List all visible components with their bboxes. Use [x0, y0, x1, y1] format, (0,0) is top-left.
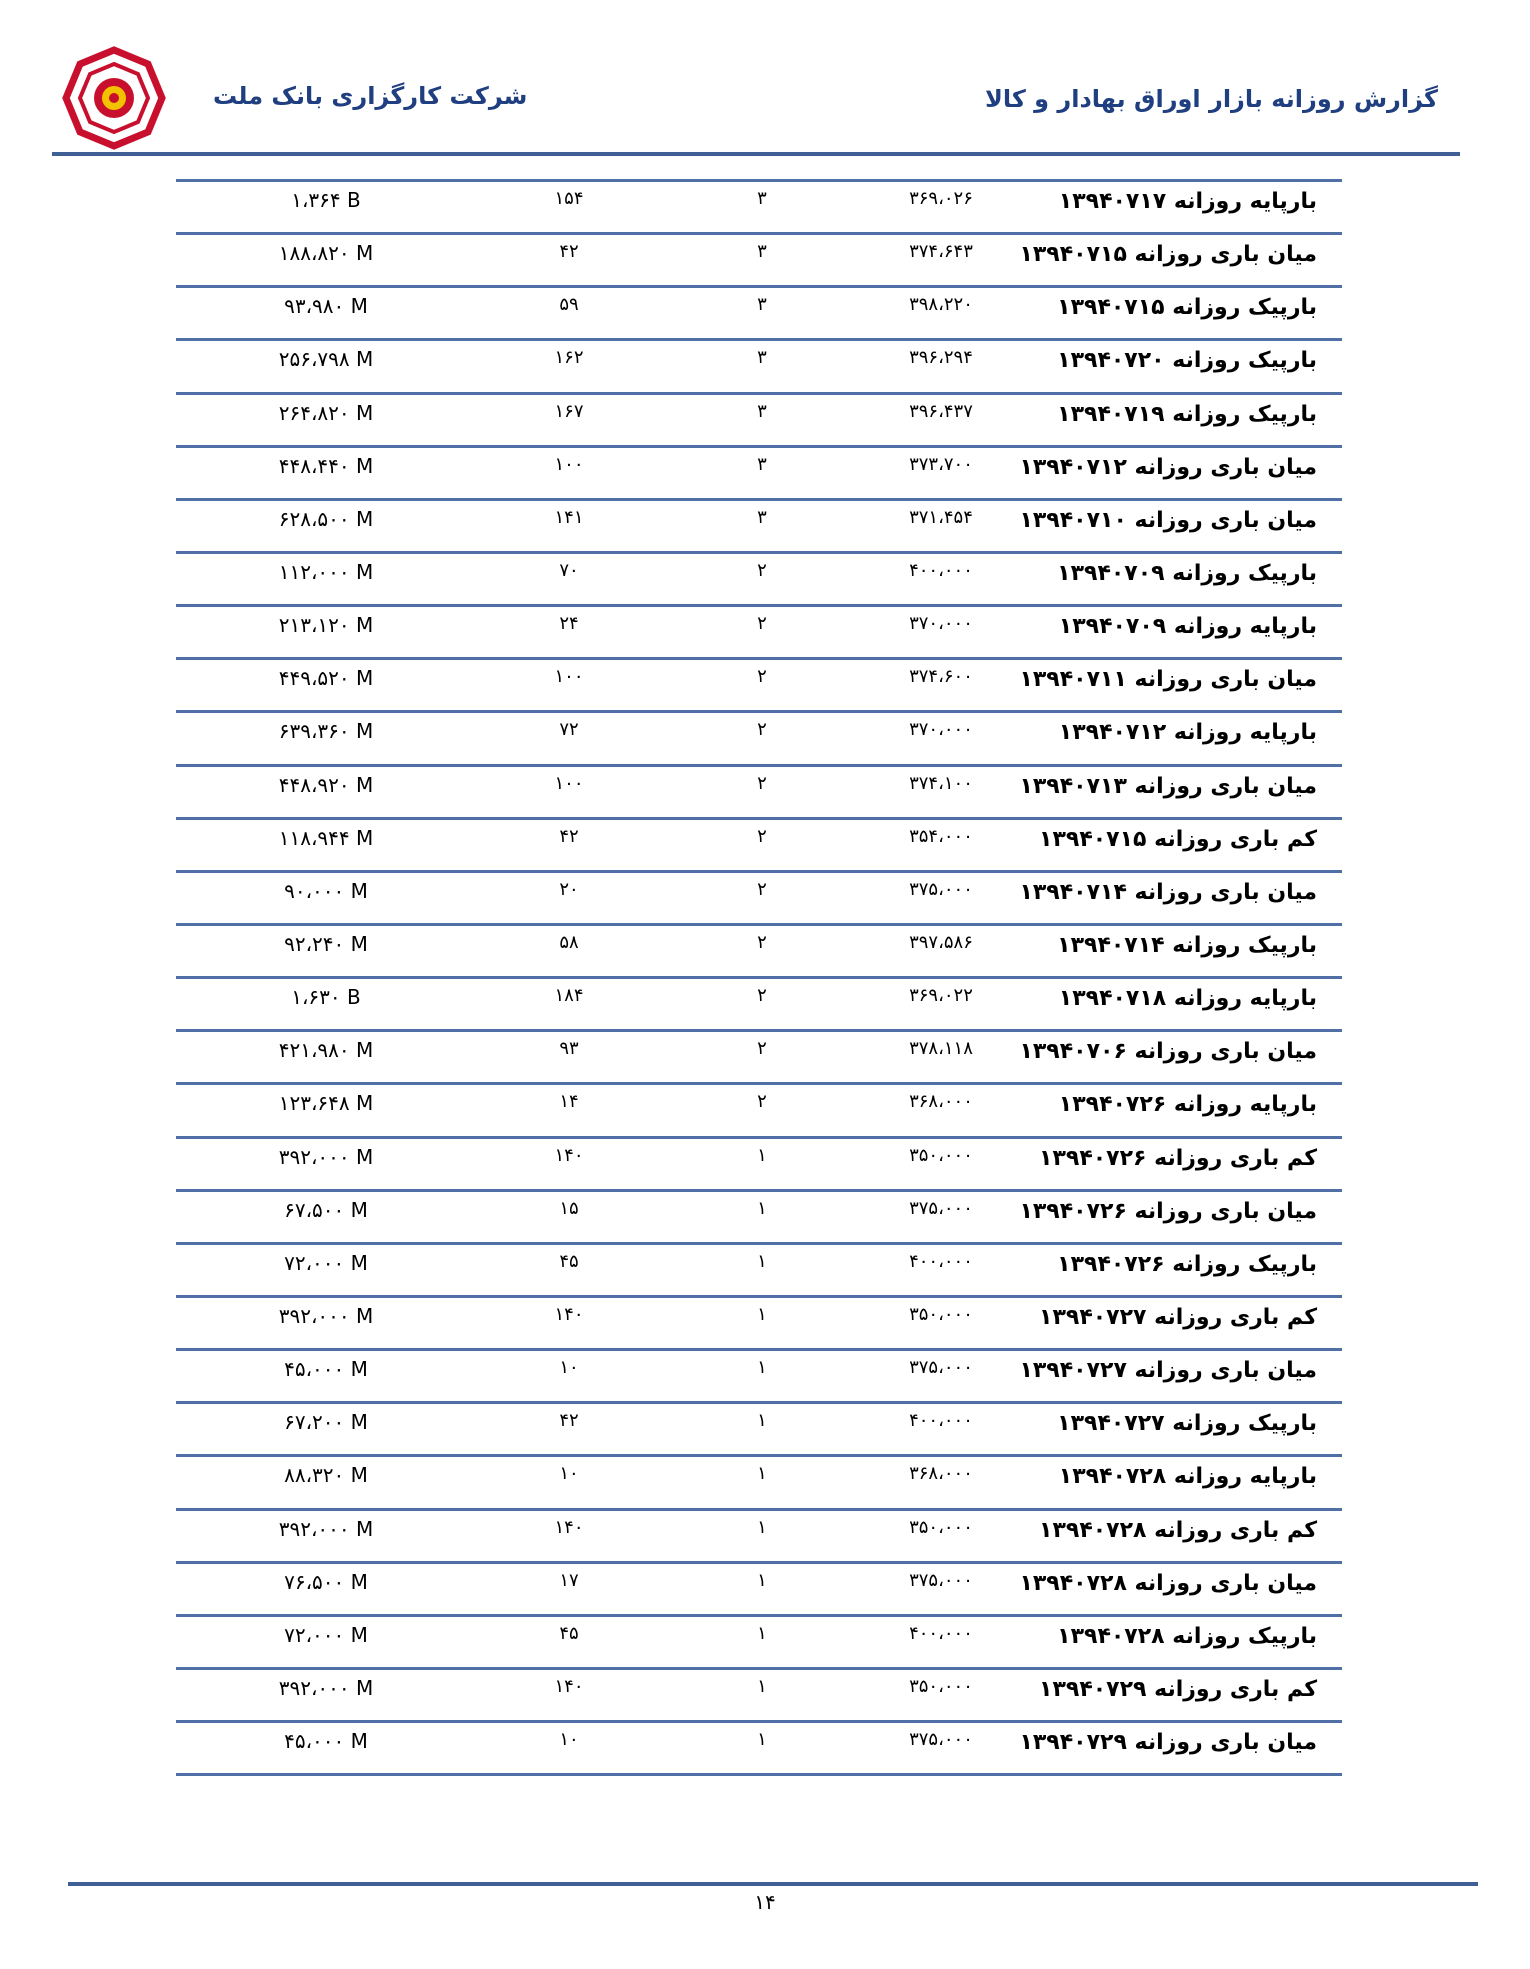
- table-row: [176, 1401, 1342, 1454]
- volume-cell: ۴۲: [559, 241, 579, 263]
- trade-count-cell: ۲: [757, 825, 767, 847]
- price-cell: ۴۰۰،۰۰۰: [909, 1250, 973, 1272]
- page-header: [0, 0, 1530, 160]
- table-row: [176, 604, 1342, 657]
- price-cell: ۳۷۱،۴۵۴: [909, 506, 973, 528]
- table-row: [176, 657, 1342, 710]
- trade-value-cell: ۳۹۲،۰۰۰ M: [278, 1516, 374, 1541]
- volume-cell: ۱۸۴: [554, 985, 584, 1007]
- trade-count-cell: ۱: [757, 1516, 767, 1538]
- table-row: [176, 710, 1342, 763]
- contract-name-cell: کم باری روزانه ۱۳۹۴۰۷۲۶: [1039, 1145, 1317, 1171]
- trade-value-cell: ۷۲،۰۰۰ M: [284, 1250, 368, 1275]
- trade-value-cell: ۶۷،۲۰۰ M: [284, 1410, 368, 1435]
- volume-cell: ۲۰: [559, 878, 579, 900]
- volume-cell: ۱۰: [559, 1357, 579, 1379]
- contract-name-cell: بارپایه روزانه ۱۳۹۴۰۷۱۷: [1058, 189, 1317, 214]
- trade-value-cell: ۷۲،۰۰۰ M: [284, 1622, 368, 1647]
- contract-name-cell: بارپایه روزانه ۱۳۹۴۰۷۲۸: [1058, 1464, 1317, 1490]
- volume-cell: ۵۹: [559, 294, 579, 316]
- trade-count-cell: ۳: [757, 241, 767, 263]
- price-cell: ۳۷۵،۰۰۰: [909, 878, 973, 900]
- price-cell: ۳۶۸،۰۰۰: [909, 1463, 973, 1485]
- trade-count-cell: ۱: [757, 1410, 767, 1432]
- trades-table: [176, 179, 1342, 1776]
- volume-cell: ۴۲: [559, 825, 579, 847]
- trade-value-cell: ۹۳،۹۸۰ M: [284, 294, 368, 319]
- header-divider: [52, 152, 1460, 156]
- trade-count-cell: ۱: [757, 1463, 767, 1485]
- contract-name-cell: بارپایه روزانه ۱۳۹۴۰۷۱۸: [1058, 986, 1317, 1012]
- contract-name-cell: بارپیک روزانه ۱۳۹۴۰۷۱۵: [1057, 295, 1317, 321]
- volume-cell: ۱۶۲: [554, 347, 584, 369]
- volume-cell: ۱۴۰: [554, 1303, 584, 1325]
- trade-value-cell: ۸۸،۳۲۰ M: [284, 1463, 368, 1488]
- contract-name-cell: بارپایه روزانه ۱۳۹۴۰۷۲۶: [1058, 1092, 1317, 1118]
- table-row: [176, 1720, 1342, 1773]
- price-cell: ۳۹۸،۲۲۰: [909, 294, 973, 316]
- price-cell: ۳۵۰،۰۰۰: [909, 1303, 973, 1325]
- volume-cell: ۷۰: [559, 559, 579, 581]
- trade-value-cell: ۶۲۸،۵۰۰ M: [278, 506, 374, 531]
- price-cell: ۳۶۹،۰۲۲: [909, 985, 973, 1007]
- price-cell: ۳۵۰،۰۰۰: [909, 1144, 973, 1166]
- table-row: [176, 1029, 1342, 1082]
- trade-count-cell: ۱: [757, 1675, 767, 1697]
- contract-name-cell: بارپیک روزانه ۱۳۹۴۰۷۲۸: [1057, 1623, 1317, 1649]
- trade-count-cell: ۱: [757, 1357, 767, 1379]
- volume-cell: ۱۴۰: [554, 1516, 584, 1538]
- trade-value-cell: ۱۱۲،۰۰۰ M: [278, 559, 374, 584]
- table-row: [176, 392, 1342, 445]
- company-name: شرکت کارگزاری بانک ملت: [213, 82, 528, 110]
- contract-name-cell: میان باری روزانه ۱۳۹۴۰۷۲۶: [1019, 1198, 1317, 1224]
- table-bottom-border: [176, 1773, 1342, 1776]
- trade-value-cell: ۲۱۳،۱۲۰ M: [278, 613, 374, 638]
- price-cell: ۳۶۹،۰۲۶: [909, 188, 973, 209]
- table-row: [176, 285, 1342, 338]
- contract-name-cell: کم باری روزانه ۱۳۹۴۰۷۲۷: [1039, 1304, 1317, 1330]
- contract-name-cell: میان باری روزانه ۱۳۹۴۰۷۲۹: [1019, 1730, 1317, 1756]
- report-title: گزارش روزانه بازار اوراق بهادار و کالا: [984, 85, 1438, 113]
- price-cell: ۳۹۶،۲۹۴: [909, 347, 973, 369]
- contract-name-cell: میان باری روزانه ۱۳۹۴۰۷۱۱: [1019, 667, 1317, 693]
- contract-name-cell: بارپیک روزانه ۱۳۹۴۰۷۲۷: [1057, 1411, 1317, 1437]
- volume-cell: ۱۴۱: [554, 506, 584, 528]
- table-row: [176, 1614, 1342, 1667]
- price-cell: ۴۰۰،۰۰۰: [909, 1410, 973, 1432]
- trade-value-cell: ۷۶،۵۰۰ M: [284, 1569, 368, 1594]
- volume-cell: ۱۴۰: [554, 1675, 584, 1697]
- trade-count-cell: ۲: [757, 878, 767, 900]
- contract-name-cell: بارپایه روزانه ۱۳۹۴۰۷۰۹: [1058, 614, 1317, 640]
- table-row: [176, 1348, 1342, 1401]
- volume-cell: ۱۰: [559, 1463, 579, 1485]
- trade-count-cell: ۱: [757, 1569, 767, 1591]
- trade-value-cell: ۴۵،۰۰۰ M: [284, 1729, 368, 1754]
- contract-name-cell: میان باری روزانه ۱۳۹۴۰۷۱۳: [1019, 773, 1317, 799]
- price-cell: ۳۷۰،۰۰۰: [909, 613, 973, 635]
- contract-name-cell: بارپیک روزانه ۱۳۹۴۰۷۰۹: [1057, 560, 1317, 586]
- trade-value-cell: ۴۴۸،۹۲۰ M: [278, 772, 374, 797]
- contract-name-cell: بارپیک روزانه ۱۳۹۴۰۷۲۶: [1057, 1251, 1317, 1277]
- table-row: [176, 1454, 1342, 1507]
- contract-name-cell: کم باری روزانه ۱۳۹۴۰۷۲۹: [1039, 1676, 1317, 1702]
- contract-name-cell: میان باری روزانه ۱۳۹۴۰۷۰۶: [1019, 1039, 1317, 1065]
- trade-value-cell: ۳۹۲،۰۰۰ M: [278, 1144, 374, 1169]
- contract-name-cell: بارپیک روزانه ۱۳۹۴۰۷۱۹: [1057, 401, 1317, 427]
- price-cell: ۳۷۵،۰۰۰: [909, 1729, 973, 1751]
- trade-value-cell: ۶۷،۵۰۰ M: [284, 1197, 368, 1222]
- trade-count-cell: ۳: [757, 506, 767, 528]
- price-cell: ۳۷۴،۱۰۰: [909, 772, 973, 794]
- trade-count-cell: ۲: [757, 666, 767, 688]
- table-row: [176, 1136, 1342, 1189]
- price-cell: ۳۷۴،۶۰۰: [909, 666, 973, 688]
- volume-cell: ۱۵: [559, 1197, 579, 1219]
- table-row: [176, 976, 1342, 1029]
- contract-name-cell: میان باری روزانه ۱۳۹۴۰۷۱۴: [1019, 879, 1317, 905]
- volume-cell: ۱۰۰: [554, 772, 584, 794]
- contract-name-cell: میان باری روزانه ۱۳۹۴۰۷۲۸: [1019, 1570, 1317, 1596]
- price-cell: ۴۰۰،۰۰۰: [909, 559, 973, 581]
- trade-value-cell: ۶۳۹،۳۶۰ M: [278, 719, 374, 744]
- price-cell: ۳۵۰،۰۰۰: [909, 1516, 973, 1538]
- trade-count-cell: ۲: [757, 719, 767, 741]
- price-cell: ۳۷۵،۰۰۰: [909, 1357, 973, 1379]
- trade-value-cell: ۴۵،۰۰۰ M: [284, 1357, 368, 1382]
- contract-name-cell: بارپایه روزانه ۱۳۹۴۰۷۱۲: [1058, 720, 1317, 746]
- price-cell: ۳۹۷،۵۸۶: [909, 931, 973, 953]
- trade-value-cell: ۳۹۲،۰۰۰ M: [278, 1675, 374, 1700]
- volume-cell: ۹۳: [559, 1038, 579, 1060]
- trade-count-cell: ۱: [757, 1622, 767, 1644]
- trade-value-cell: ۱،۳۶۴ B: [291, 188, 361, 212]
- trade-value-cell: ۹۰،۰۰۰ M: [284, 878, 368, 903]
- trade-count-cell: ۳: [757, 400, 767, 422]
- volume-cell: ۱۰: [559, 1729, 579, 1751]
- contract-name-cell: میان باری روزانه ۱۳۹۴۰۷۱۰: [1019, 507, 1317, 533]
- price-cell: ۳۵۰،۰۰۰: [909, 1675, 973, 1697]
- table-row: [176, 498, 1342, 551]
- volume-cell: ۴۵: [559, 1250, 579, 1272]
- volume-cell: ۱۴۰: [554, 1144, 584, 1166]
- table-row: [176, 817, 1342, 870]
- trade-count-cell: ۲: [757, 931, 767, 953]
- contract-name-cell: میان باری روزانه ۱۳۹۴۰۷۱۲: [1019, 454, 1317, 480]
- table-row: [176, 1667, 1342, 1720]
- price-cell: ۳۵۴،۰۰۰: [909, 825, 973, 847]
- price-cell: ۳۶۸،۰۰۰: [909, 1091, 973, 1113]
- price-cell: ۳۹۶،۴۳۷: [909, 400, 973, 422]
- contract-name-cell: میان باری روزانه ۱۳۹۴۰۷۲۷: [1019, 1358, 1317, 1384]
- trade-count-cell: ۲: [757, 613, 767, 635]
- trade-count-cell: ۲: [757, 772, 767, 794]
- trade-value-cell: ۴۴۸،۴۴۰ M: [278, 453, 374, 478]
- trade-value-cell: ۴۲۱،۹۸۰ M: [278, 1038, 374, 1063]
- trade-count-cell: ۱: [757, 1144, 767, 1166]
- trade-count-cell: ۲: [757, 559, 767, 581]
- trade-count-cell: ۳: [757, 347, 767, 369]
- volume-cell: ۵۸: [559, 931, 579, 953]
- trade-value-cell: ۱۸۸،۸۲۰ M: [278, 241, 374, 266]
- table-row: [176, 232, 1342, 285]
- trade-count-cell: ۱: [757, 1729, 767, 1751]
- table-row: [176, 764, 1342, 817]
- volume-cell: ۱۷: [559, 1569, 579, 1591]
- trade-count-cell: ۳: [757, 188, 767, 209]
- trade-count-cell: ۱: [757, 1303, 767, 1325]
- price-cell: ۴۰۰،۰۰۰: [909, 1622, 973, 1644]
- table-row: [176, 870, 1342, 923]
- page-number: ۱۴: [754, 1890, 776, 1914]
- table-row: [176, 179, 1342, 232]
- trade-value-cell: ۳۹۲،۰۰۰ M: [278, 1303, 374, 1328]
- trade-value-cell: ۲۶۴،۸۲۰ M: [278, 400, 374, 425]
- volume-cell: ۲۴: [559, 613, 579, 635]
- contract-name-cell: کم باری روزانه ۱۳۹۴۰۷۱۵: [1039, 826, 1317, 852]
- trade-count-cell: ۲: [757, 1091, 767, 1113]
- price-cell: ۳۷۳،۷۰۰: [909, 453, 973, 475]
- contract-name-cell: بارپیک روزانه ۱۳۹۴۰۷۱۴: [1057, 932, 1317, 958]
- table-row: [176, 1242, 1342, 1295]
- volume-cell: ۱۵۴: [554, 188, 584, 209]
- contract-name-cell: بارپیک روزانه ۱۳۹۴۰۷۲۰: [1057, 348, 1317, 374]
- volume-cell: ۱۰۰: [554, 453, 584, 475]
- trade-count-cell: ۳: [757, 294, 767, 316]
- volume-cell: ۱۰۰: [554, 666, 584, 688]
- table-row: [176, 445, 1342, 498]
- trade-value-cell: ۱۲۳،۶۴۸ M: [278, 1091, 374, 1116]
- table-row: [176, 923, 1342, 976]
- bank-mellat-logo-icon: [62, 46, 166, 150]
- trade-count-cell: ۳: [757, 453, 767, 475]
- volume-cell: ۱۶۷: [554, 400, 584, 422]
- price-cell: ۳۷۸،۱۱۸: [909, 1038, 973, 1060]
- footer-divider: [68, 1882, 1478, 1886]
- table-row: [176, 1295, 1342, 1348]
- trade-value-cell: ۹۲،۲۴۰ M: [284, 931, 368, 956]
- trade-count-cell: ۱: [757, 1250, 767, 1272]
- contract-name-cell: میان باری روزانه ۱۳۹۴۰۷۱۵: [1019, 242, 1317, 268]
- table-row: [176, 1508, 1342, 1561]
- trade-count-cell: ۲: [757, 1038, 767, 1060]
- price-cell: ۳۷۰،۰۰۰: [909, 719, 973, 741]
- volume-cell: ۱۴: [559, 1091, 579, 1113]
- trade-value-cell: ۱۱۸،۹۴۴ M: [278, 825, 374, 850]
- contract-name-cell: کم باری روزانه ۱۳۹۴۰۷۲۸: [1039, 1517, 1317, 1543]
- trade-value-cell: ۲۵۶،۷۹۸ M: [278, 347, 374, 372]
- table-row: [176, 551, 1342, 604]
- table-row: [176, 338, 1342, 391]
- table-row: [176, 1189, 1342, 1242]
- price-cell: ۳۷۴،۶۴۳: [909, 241, 973, 263]
- trade-value-cell: ۱،۶۳۰ B: [291, 985, 361, 1010]
- price-cell: ۳۷۵،۰۰۰: [909, 1569, 973, 1591]
- volume-cell: ۴۲: [559, 1410, 579, 1432]
- volume-cell: ۴۵: [559, 1622, 579, 1644]
- price-cell: ۳۷۵،۰۰۰: [909, 1197, 973, 1219]
- trade-count-cell: ۱: [757, 1197, 767, 1219]
- table-row: [176, 1082, 1342, 1135]
- table-row: [176, 1561, 1342, 1614]
- trade-count-cell: ۲: [757, 985, 767, 1007]
- trade-value-cell: ۴۴۹،۵۲۰ M: [278, 666, 374, 691]
- volume-cell: ۷۲: [559, 719, 579, 741]
